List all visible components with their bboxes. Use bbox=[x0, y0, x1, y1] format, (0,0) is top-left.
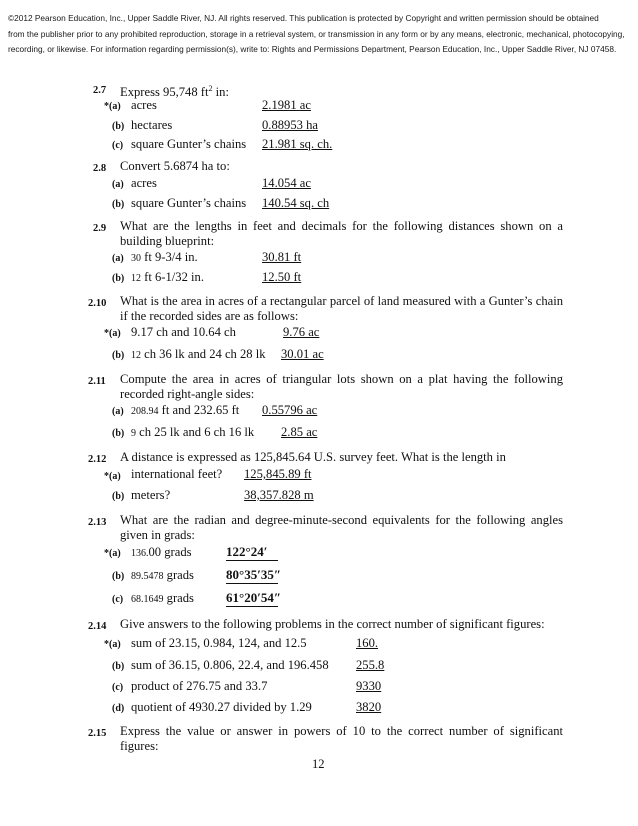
problem-text-line: Give answers to the following problems in the correct number of significant figures: bbox=[120, 617, 545, 631]
part-label: *(a) bbox=[104, 548, 121, 559]
part-label: (b) bbox=[112, 571, 125, 582]
part-label: *(a) bbox=[104, 328, 121, 339]
part-label: (b) bbox=[112, 491, 125, 502]
part-text: square Gunter’s chains bbox=[131, 196, 247, 210]
problem-text-line: recorded right-angle sides: bbox=[120, 387, 255, 401]
problem-text-line: A distance is expressed as 125,845.64 U.S. survey feet. What is the length in bbox=[120, 450, 506, 464]
part-label: *(a) bbox=[104, 101, 121, 112]
page-number: 12 bbox=[312, 757, 325, 771]
answer: 255.8 bbox=[356, 658, 385, 672]
problem-text-line: What are the lengths in feet and decimals for the following distances shown on a bbox=[120, 219, 563, 233]
problem-text-line: given in grads: bbox=[120, 528, 195, 542]
problem-text-line: Express the value or answer in powers of 10 to the correct number of significant bbox=[120, 724, 563, 738]
part-label: (b) bbox=[112, 121, 125, 132]
part-text: 30 ft 9-3/4 in. bbox=[131, 250, 198, 264]
part-text: 9 ch 25 lk and 6 ch 16 lk bbox=[131, 425, 255, 439]
part-text: international feet? bbox=[131, 467, 223, 481]
problem-text: Convert 5.6874 ha to: bbox=[120, 159, 230, 173]
part-label: (b) bbox=[112, 428, 125, 439]
answer: 80°35′35″ bbox=[226, 567, 282, 582]
problem-text-line: if the recorded sides are as follows: bbox=[120, 309, 299, 323]
answer: 61°20′54″ bbox=[226, 590, 282, 605]
part-label: (c) bbox=[112, 594, 124, 605]
answer: 30.81 ft bbox=[262, 250, 302, 264]
copyright-line-1: ©2012 Pearson Education, Inc., Upper Saddle River, NJ. All rights reserved. This publication is protected by Copyright and written permission should be obtained bbox=[8, 13, 599, 23]
part-text: quotient of 4930.27 divided by 1.29 bbox=[131, 700, 312, 714]
part-text: 68.1649 grads bbox=[131, 591, 194, 605]
problem-text: Express 95,748 $ft^2$ in: bbox=[120, 84, 229, 100]
problem-text-line: figures: bbox=[120, 739, 159, 753]
problem-number: 2.13 bbox=[88, 517, 107, 528]
part-label: (d) bbox=[112, 703, 125, 714]
part-text: 9.17 ch and 10.64 ch bbox=[131, 325, 236, 339]
answer: 14.054 ac bbox=[262, 176, 311, 190]
problem-number: 2.14 bbox=[88, 621, 107, 632]
part-text: sum of 23.15, 0.984, 124, and 12.5 bbox=[131, 636, 307, 650]
part-label: (c) bbox=[112, 682, 124, 693]
answer: 12.50 ft bbox=[262, 270, 302, 284]
problem-number: 2.10 bbox=[88, 298, 107, 309]
part-label: *(a) bbox=[104, 471, 121, 482]
part-label: (a) bbox=[112, 179, 124, 190]
problem-number: 2.7 bbox=[93, 85, 107, 96]
answer: 9330 bbox=[356, 679, 382, 693]
part-label: (b) bbox=[112, 273, 125, 284]
part-text: 12 ft 6-1/32 in. bbox=[131, 270, 204, 284]
copyright-line-2: from the publisher prior to any prohibited reproduction, storage in a retrieval system, or transmission in any form or by any means, electronic, mechanical, photocopying, bbox=[8, 28, 625, 39]
answer: 140.54 sq. ch bbox=[262, 196, 330, 210]
part-text: meters? bbox=[131, 488, 171, 502]
part-text: acres bbox=[131, 98, 157, 112]
part-text: product of 276.75 and 33.7 bbox=[131, 679, 268, 693]
part-label: (b) bbox=[112, 199, 125, 210]
part-label: (a) bbox=[112, 253, 124, 264]
answer: 3820 bbox=[356, 700, 382, 714]
part-text: sum of 36.15, 0.806, 22.4, and 196.458 bbox=[131, 658, 329, 672]
problem-text-line: What are the radian and degree-minute-second equivalents for the following angles bbox=[120, 513, 563, 527]
problem-number: 2.12 bbox=[88, 454, 107, 465]
part-label: (a) bbox=[112, 406, 124, 417]
part-label: (c) bbox=[112, 140, 124, 151]
part-label: (b) bbox=[112, 661, 125, 672]
answer: 0.88953 ha bbox=[262, 118, 318, 132]
answer: 21.981 sq. ch. bbox=[262, 137, 333, 151]
answer: 160. bbox=[356, 636, 379, 650]
problem-number: 2.11 bbox=[88, 376, 106, 387]
part-label: (b) bbox=[112, 350, 125, 361]
part-text: 12 ch 36 lk and 24 ch 28 lk bbox=[131, 347, 266, 361]
part-label: *(a) bbox=[104, 639, 121, 650]
answer: 2.85 ac bbox=[281, 425, 318, 439]
answer: 0.55796 ac bbox=[262, 403, 318, 417]
problem-number: 2.9 bbox=[93, 223, 107, 234]
answer: 38,357.828 m bbox=[244, 488, 314, 502]
part-text: hectares bbox=[131, 118, 173, 132]
part-text: 89.5478 grads bbox=[131, 568, 194, 582]
answer: 30.01 ac bbox=[281, 347, 324, 361]
part-text: square Gunter’s chains bbox=[131, 137, 247, 151]
problem-number: 2.15 bbox=[88, 728, 107, 739]
problem-text-line: What is the area in acres of a rectangular parcel of land measured with a Gunter’s chain bbox=[120, 294, 563, 308]
answer: 125,845.89 ft bbox=[244, 467, 312, 481]
part-text: 136.00 grads bbox=[131, 545, 192, 559]
copyright-line-3: recording, or likewise. For information regarding permission(s), write to: Rights and Permissions Department, Pearson Education, Inc., Upper Saddle River, NJ 07458. bbox=[8, 44, 617, 54]
answer: 122°24′ bbox=[226, 544, 278, 561]
problem-text-line: Compute the area in acres of triangular lots shown on a plat having the following bbox=[120, 372, 563, 386]
answer: 9.76 ac bbox=[283, 325, 320, 339]
problem-number: 2.8 bbox=[93, 163, 107, 174]
copyright-notice bbox=[8, 11, 634, 58]
answer: 2.1981 ac bbox=[262, 98, 311, 112]
part-text: acres bbox=[131, 176, 157, 190]
problem-text-line: building blueprint: bbox=[120, 234, 215, 248]
part-text: 208.94 ft and 232.65 ft bbox=[131, 403, 240, 417]
